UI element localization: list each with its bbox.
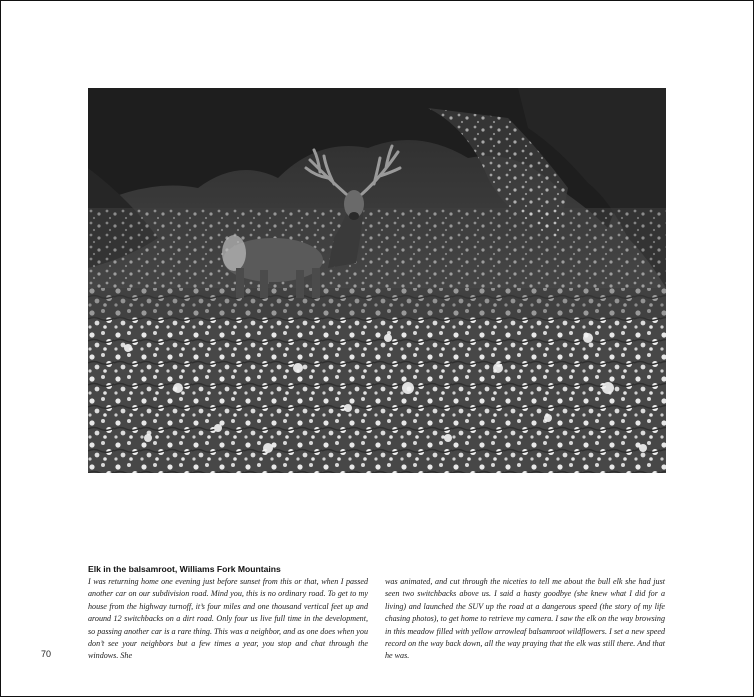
elk-photograph <box>88 88 666 473</box>
elk-photo-illustration <box>88 88 666 473</box>
caption-text-right-column: was animated, and cut through the niceties to tell me about the bull elk she had just seen two switchbacks above us. I said a hasty goodbye (she knew what I did for a living) and launched the SUV up the road at a dangerous speed (the story of my life chasing photos), to get home to retrieve my camera. I saw the elk on the way browsing in this meadow filled with yellow arrowleaf balsamroot wildflowers. I set a new speed record on the way back down, all the way praying that the elk was still there. And that he was. <box>385 577 665 661</box>
caption-title: Elk in the balsamroot, Williams Fork Mountains <box>88 564 281 574</box>
caption-text-left-column: I was returning home one evening just before sunset from this or that, when I passed another car on our subdivision road. Mind you, this is no ordinary road. To get to my house from the highway turnoff, it’s four miles and one thousand vertical feet up and around 12 switchbacks on a dirt road. Only four us live full time in the development, so passing another car is a rare thing. This was a neighbor, and as one does when you don’t see your neighbors but a few times a year, you stop and chat through the windows. She <box>88 577 368 661</box>
page-number: 70 <box>41 649 52 659</box>
